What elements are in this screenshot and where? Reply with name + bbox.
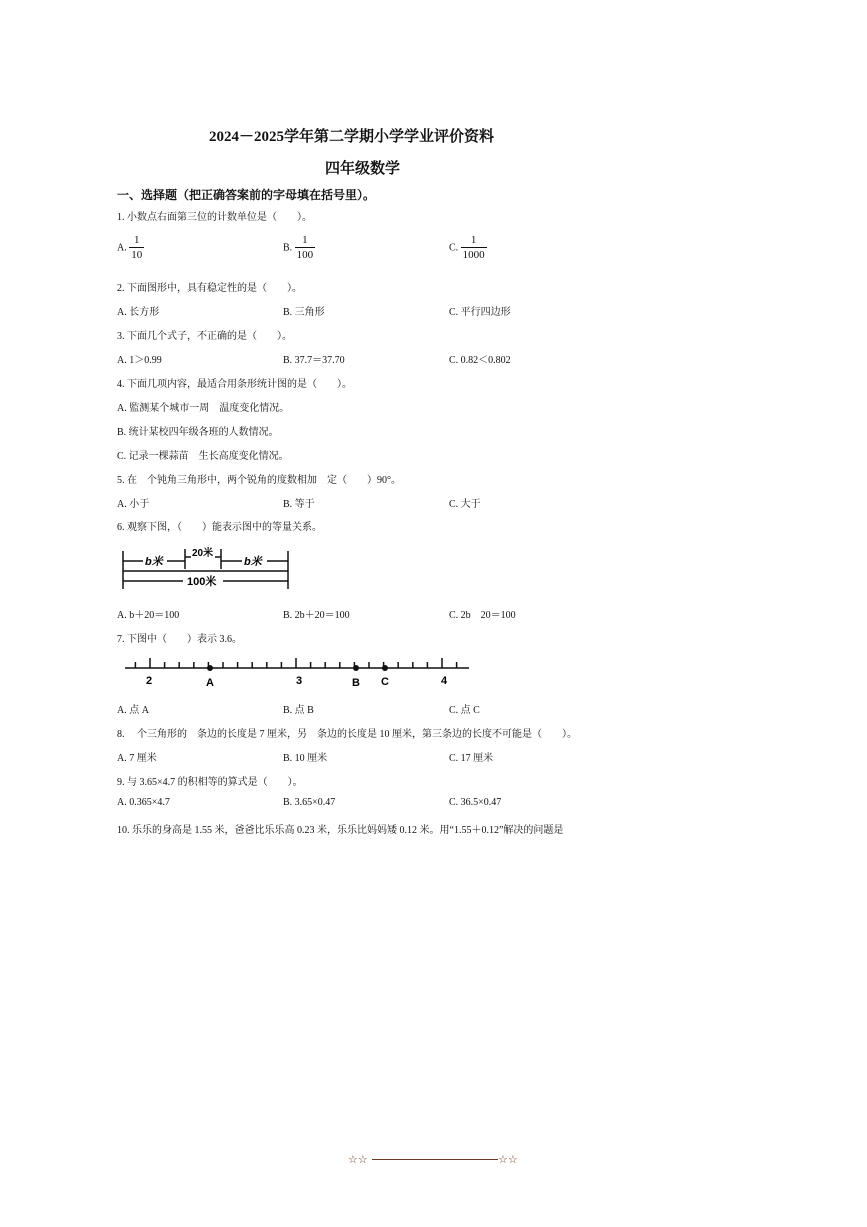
question-6-option-b: B. 2b＋20＝100: [283, 610, 350, 621]
question-5-option-c: C. 大于: [449, 499, 481, 510]
question-2-option-a: A. 长方形: [117, 307, 160, 318]
option-letter: B.: [283, 242, 293, 254]
question-5-stem: 5. 在 个钝角三角形中，两个锐角的度数相加 定（ ）90°。: [117, 475, 401, 486]
question-5-option-a: A. 小于: [117, 499, 150, 510]
question-1-stem: 1. 小数点右面第三位的计数单位是（ ）。: [117, 212, 312, 223]
fraction-numerator: 1: [133, 234, 140, 246]
question-3-option-a: A. 1＞0.99: [117, 355, 162, 366]
question-8-option-a: A. 7 厘米: [117, 753, 157, 764]
page-subtitle: 四年级数学: [325, 161, 401, 177]
question-1-option-b: [283, 234, 315, 262]
question-8-option-b: B. 10 厘米: [283, 753, 328, 764]
point-c-label: C: [381, 676, 389, 688]
question-4-option-b: B. 统计某校四年级各班的人数情况。: [117, 427, 279, 438]
question-7-option-b: B. 点 B: [283, 705, 314, 716]
footer-stars-left: ☆☆: [348, 1154, 368, 1166]
question-9-option-a: A. 0.365×4.7: [117, 797, 170, 808]
question-3-option-b: B. 37.7＝37.70: [283, 355, 345, 366]
point-b-marker: [353, 665, 359, 671]
point-a-label: A: [206, 677, 214, 689]
question-9-option-b: B. 3.65×0.47: [283, 797, 336, 808]
question-4-stem: 4. 下面几项内容，最适合用条形统计图的是（ ）。: [117, 379, 352, 390]
question-3-option-c: C. 0.82＜0.802: [449, 355, 511, 366]
option-letter: C.: [449, 242, 459, 254]
option-letter: A.: [117, 242, 127, 254]
fraction-denominator: 1000: [462, 249, 485, 261]
fraction-numerator: 1: [470, 234, 477, 246]
middle-segment-label: 20米: [192, 548, 214, 559]
question-10-stem: 10. 乐乐的身高是 1.55 米，爸爸比乐乐高 0.23 米，乐乐比妈妈矮 0.12 米。用“1.55＋0.12”解决的问题是: [117, 825, 564, 836]
number-line: [117, 652, 477, 690]
question-4-option-a: A. 監测某个城市一周 温度变化情况。: [117, 403, 290, 414]
question-1-option-c: [449, 234, 487, 262]
question-6-option-a: A. b＋20＝100: [117, 610, 180, 621]
question-2-option-c: C. 平行四边形: [449, 307, 511, 318]
tick-label-4: 4: [441, 675, 448, 687]
question-6-option-c: C. 2b 20＝100: [449, 610, 516, 621]
point-a-marker: [207, 665, 213, 671]
fraction: [129, 234, 144, 262]
question-4-option-c: C. 记录一棵蒜苗 生长高度变化情况。: [117, 451, 289, 462]
tick-label-2: 2: [146, 675, 153, 687]
question-2-stem: 2. 下面图形中，具有稳定性的是（ ）。: [117, 283, 302, 294]
point-c-marker: [382, 665, 388, 671]
point-b-label: B: [352, 677, 360, 689]
question-7-stem: 7. 下图中（ ）表示 3.6。: [117, 634, 242, 645]
fraction: [461, 234, 487, 262]
question-5-option-b: B. 等于: [283, 499, 315, 510]
fraction-denominator: 100: [296, 249, 314, 261]
segment-diagram: [117, 543, 297, 593]
page-title: 2024－2025学年第二学期小学学业评价资料: [209, 129, 495, 145]
total-length-label: 100米: [187, 576, 217, 588]
right-segment-label: b米: [244, 556, 262, 568]
section-heading: 一、选择题（把正确答案前的字母填在括号里）。: [117, 188, 376, 202]
fraction: [295, 234, 316, 262]
question-7-option-c: C. 点 C: [449, 705, 480, 716]
question-2-option-b: B. 三角形: [283, 307, 325, 318]
question-8-option-c: C. 17 厘米: [449, 753, 494, 764]
question-9-option-c: C. 36.5×0.47: [449, 797, 502, 808]
question-8-stem: 8. 个三角形的 条边的长度是 7 厘米，另 条边的长度是 10 厘米，第三条边的长度不可能是（ ）。: [117, 729, 577, 740]
tick-label-3: 3: [296, 675, 303, 687]
question-6-stem: 6. 观察下图，（ ）能表示图中的等量关系。: [117, 522, 322, 533]
footer-stars-right: ☆☆: [498, 1154, 518, 1166]
question-3-stem: 3. 下面几个式子，不正确的是（ ）。: [117, 331, 292, 342]
question-9-stem: 9. 与 3.65×4.7 的积相等的算式是（ ）。: [117, 777, 303, 788]
fraction-numerator: 1: [302, 234, 308, 246]
left-segment-label: b米: [145, 556, 163, 568]
question-1-option-a: [117, 234, 144, 262]
question-7-option-a: A. 点 A: [117, 705, 149, 716]
footer-divider: [372, 1159, 498, 1160]
fraction-denominator: 10: [131, 249, 143, 261]
